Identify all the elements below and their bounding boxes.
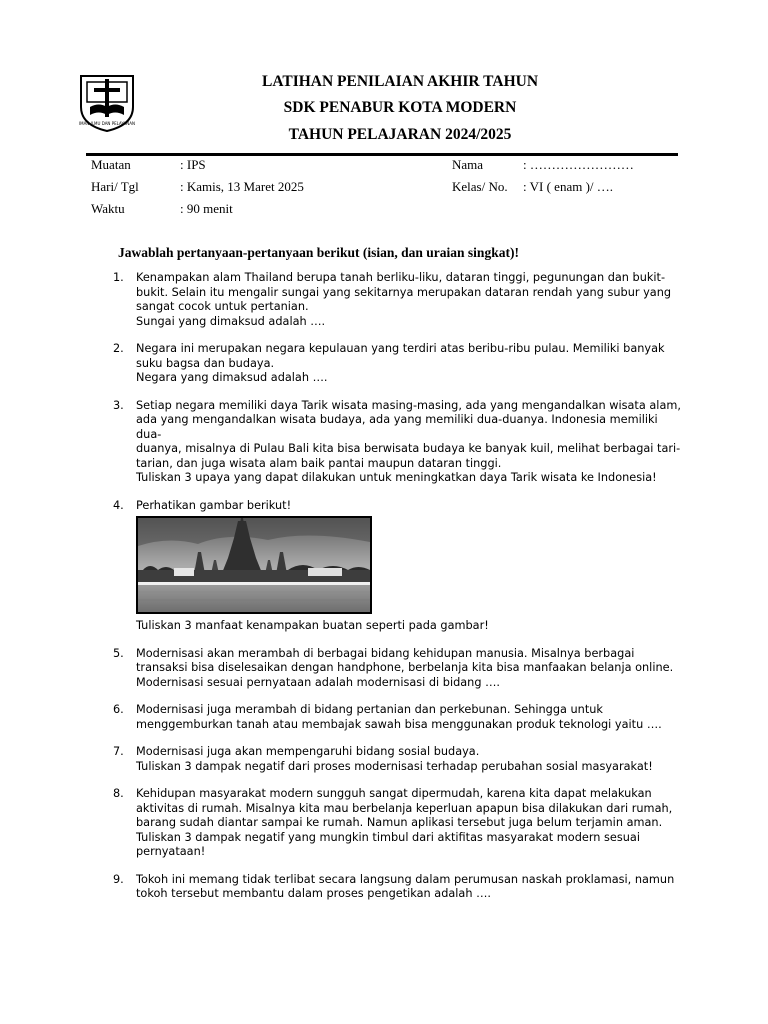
question-2 xyxy=(113,342,683,386)
question-text: Modernisasi sesuai pernyataan adalah modernisasi di bidang …. xyxy=(136,675,500,689)
header-divider xyxy=(86,153,678,156)
question-number: 7. xyxy=(113,745,124,758)
question-text: sangat cocok untuk pertanian. xyxy=(136,300,309,313)
question-text: Tuliskan 3 dampak negatif dari proses modernisasi terhadap perubahan sosial masyarakat! xyxy=(136,759,653,773)
subject-label: Muatan xyxy=(91,157,131,172)
question-text: menggemburkan tanah atau membajak sawah bisa menggunakan produk teknologi yaitu …. xyxy=(136,717,662,731)
question-3 xyxy=(113,399,683,486)
question-text: ada yang mengandalkan wisata budaya, ada yang memiliki dua-duanya. Indonesia memiliki dua- xyxy=(136,413,658,441)
question-text: Negara ini merupakan negara kepulauan yang terdiri atas beribu-ribu pulau. Memiliki banyak xyxy=(136,342,665,355)
question-text: transaksi bisa diselesaikan dengan handphone, berbelanja kita bisa manfaakan belanja online. xyxy=(136,661,674,674)
question-number: 1. xyxy=(113,271,124,284)
question-text: Sungai yang dimaksud adalah …. xyxy=(136,314,326,328)
question-text: suku bagsa dan budaya. xyxy=(136,356,275,370)
question-text: Tuliskan 3 upaya yang dapat dilakukan untuk meningkatkan daya Tarik wisata ke Indonesia! xyxy=(136,471,657,484)
date-value: : Kamis, 13 Maret 2025 xyxy=(180,179,304,194)
instruction: Jawablah pertanyaan-pertanyaan berikut (isian, dan uraian singkat)! xyxy=(118,245,519,260)
question-text: Tokoh ini memang tidak terlibat secara langsung dalam perumusan naskah proklamasi, namun xyxy=(136,872,675,886)
question-text: Setiap negara memiliki daya Tarik wisata masing-masing, ada yang mengandalkan wisata alam, xyxy=(136,398,681,412)
question-5 xyxy=(113,647,683,691)
school-emblem-icon xyxy=(76,73,138,133)
question-number: 5. xyxy=(113,646,124,660)
question-text: Modernisasi juga akan mempengaruhi bidang sosial budaya. xyxy=(136,745,480,758)
question-4 xyxy=(113,499,683,634)
question-text: duanya, misalnya di Pulau Bali kita bisa berwisata budaya ke banyak kuil, melihat berbagai tari- xyxy=(136,442,681,455)
question-text: Tuliskan 3 dampak negatif yang mungkin timbul dari aktifitas masyarakat modern sesuai xyxy=(136,830,640,844)
question-8 xyxy=(113,787,683,860)
title-line-3: TAHUN PELAJARAN 2024/2025 xyxy=(288,126,512,143)
name-field[interactable]: : …………………… xyxy=(523,157,634,172)
question-list xyxy=(113,271,683,915)
question-number: 6. xyxy=(113,703,124,716)
school-logo xyxy=(76,73,138,133)
question-text: Kenampakan alam Thailand berupa tanah berliku-liku, dataran tinggi, pegunungan dan bukit- xyxy=(136,271,666,284)
logo-motto: IMAN ILMU DAN PELAYANAN xyxy=(79,121,135,126)
question-text: Modernisasi juga merambah di bidang pertanian dan perkebunan. Sehingga untuk xyxy=(136,703,603,716)
question-1 xyxy=(113,271,683,329)
question-9 xyxy=(113,873,683,902)
class-field[interactable]: : VI ( enam )/ …. xyxy=(523,179,614,194)
question-text: aktivitas di rumah. Misalnya kita mau berbelanja keperluan apapun bisa dilakukan dari rumah, xyxy=(136,801,673,815)
question-number: 3. xyxy=(113,398,124,412)
temple-image-icon xyxy=(138,518,370,612)
question-number: 8. xyxy=(113,787,124,800)
subject-value: : IPS xyxy=(180,157,206,172)
question-text: tokoh tersebut membantu dalam proses pengetikan adalah …. xyxy=(136,887,491,900)
date-label: Hari/ Tgl xyxy=(91,179,139,194)
question-text: Negara yang dimaksud adalah …. xyxy=(136,371,328,384)
time-label: Waktu xyxy=(91,201,125,216)
question-number: 4. xyxy=(113,498,124,512)
temple-photo xyxy=(136,516,372,614)
class-label: Kelas/ No. xyxy=(452,179,508,194)
question-text: Kehidupan masyarakat modern sungguh sangat dipermudah, karena kita dapat melakukan xyxy=(136,787,652,800)
title-line-1: LATIHAN PENILAIAN AKHIR TAHUN xyxy=(261,73,539,90)
question-text: tarian, dan juga wisata alam baik pantai maupun dataran tinggi. xyxy=(136,456,502,470)
question-text: Perhatikan gambar berikut! xyxy=(136,498,292,512)
question-text: pernyataan! xyxy=(136,845,206,858)
question-text: Modernisasi akan merambah di berbagai bidang kehidupan manusia. Misalnya berbagai xyxy=(136,646,635,660)
name-label: Nama xyxy=(452,157,484,172)
question-6 xyxy=(113,703,683,732)
question-number: 9. xyxy=(113,872,124,886)
time-value: : 90 menit xyxy=(180,201,233,216)
title-line-2: SDK PENABUR KOTA MODERN xyxy=(283,99,517,116)
question-text: bukit. Selain itu mengalir sungai yang sekitarnya merupakan dataran rendah yang subur yang xyxy=(136,285,672,299)
question-number: 2. xyxy=(113,342,124,355)
question-7 xyxy=(113,745,683,774)
question-text: barang sudah diantar sampai ke rumah. Namun aplikasi tersebut juga belum terjamin aman. xyxy=(136,816,663,829)
question-text: Tuliskan 3 manfaat kenampakan buatan seperti pada gambar! xyxy=(136,619,489,632)
